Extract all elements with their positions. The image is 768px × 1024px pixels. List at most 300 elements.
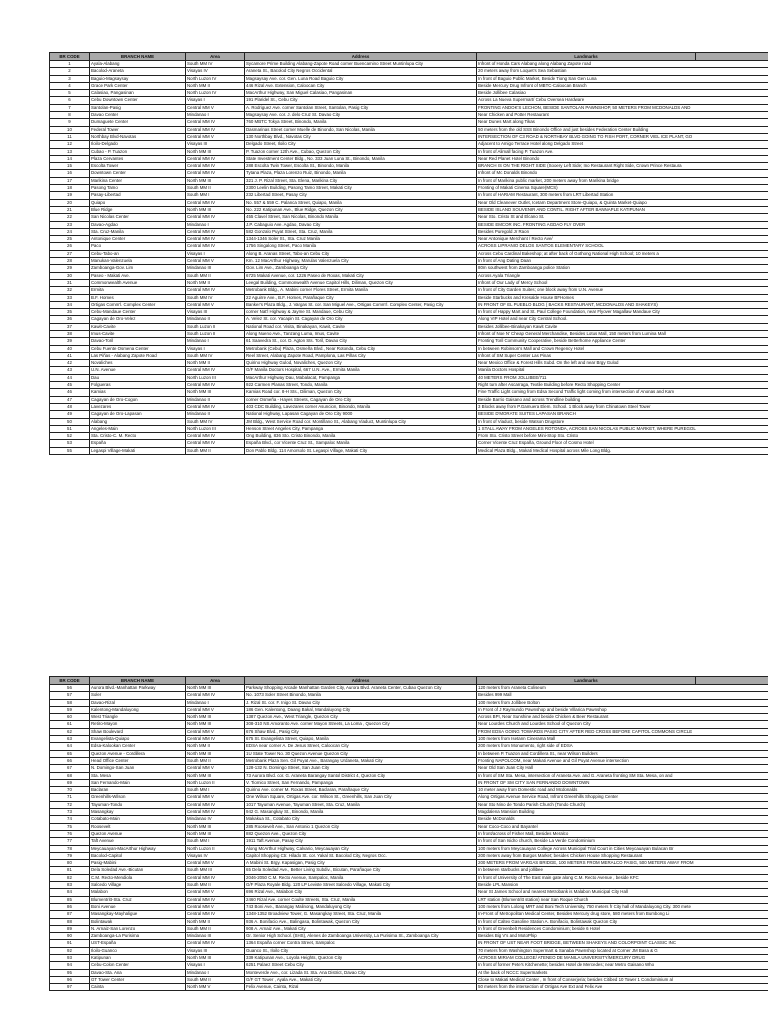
table-row [50,440,768,447]
header-landmarks: Landmarks [477,677,696,685]
cell-branch-name: Dumaguete Center [90,119,186,126]
cell-address: 308-310 NS Amoranto Ave. corner Mayon Streets, La Loma , Quezon City [245,721,477,728]
cell-branch-name: Las Piñas - Alabang Zapote Road [90,352,186,359]
cell-branch-name: Kawit-Cavite [90,323,186,330]
header-br-code: BR CODE [50,677,90,685]
cell-br-code: 58 [50,699,90,706]
cell-branch-name: Cotabato-Main [90,816,186,823]
cell-branch-name: B.F. Homes [90,294,186,301]
table-row [50,396,768,403]
cell-branch-name: San Nicolas Center [90,214,186,221]
cell-address: No. 1073 Soler Street Binondo, Manila [245,692,477,699]
cell-br-code: 25 [50,236,90,243]
table-row [50,75,768,82]
table-row [50,706,768,713]
cell-area: South MM I [186,838,245,845]
cell-address: Magsaysay Ave. cor. J. delo Cruz St. Davao City [245,112,477,119]
cell-landmarks: 200 meters away from Burgos Market; besides Chicken House Shopping Restaurant [477,852,768,859]
cell-area: South MM II [186,272,245,279]
cell-area: North MM III [186,772,245,779]
cell-branch-name: Davao-Toril [90,338,186,345]
table-row [50,933,768,940]
cell-branch-name: N. Arnaiz-San Lorenzo [90,925,186,932]
cell-address: 128-132 N. Domingo Street, San Juan City [245,765,477,772]
table-row [50,301,768,308]
cell-landmarks: Infront of Mc Donalds Binondo [477,170,768,177]
cell-br-code: 73 [50,809,90,816]
cell-branch-name: España [90,440,186,447]
cell-br-code: 61 [50,721,90,728]
cell-landmarks: In front of SM Sta. Mesa, intersection of Araneta Ave. and G. Araneta fronting SM Sta. Mesa, on and [477,772,768,779]
cell-area: Visayas III [186,141,245,148]
cell-branch-name: Greenhills-Wilson [90,794,186,801]
table-row [50,214,768,221]
table-row [50,801,768,808]
cell-address: No. 222 Katipunan Ave., Blue Ridge, Quezon City [245,206,477,213]
cell-landmarks: From Sto. Cristo Street before Mini-Stop Sto. Cristo [477,433,768,440]
cell-landmarks: Near Chicken and Potter Restaurant [477,112,768,119]
cell-br-code: 83 [50,882,90,889]
cell-branch-name: Quezon Avenue [90,830,186,837]
table-row [50,984,768,991]
cell-area: South MM III [186,867,245,874]
cell-area: North MM II [186,743,245,750]
header-area: Area [186,677,245,685]
cell-address: Along Nueno Ave., Tanzang Luma, Imus, Cavite [245,330,477,337]
cell-address: Capitol Shopping Ctr. Hilado St. cor. Yakal St. Bacolod City, Negros Occ. [245,852,477,859]
table-row [50,852,768,859]
table-header-row [50,53,768,61]
cell-landmarks: ACROSS LIPRANIO DELOS SANTOS ELEMENTARY SCHOOL [477,243,768,250]
cell-br-code: 82 [50,874,90,881]
cell-address: JM Bldg., West Service Road cor. Montillano St., Alabang Viaduct, Muntinlupa City [245,418,477,425]
cell-area: Mindanao III [186,933,245,940]
cell-branch-name: Davao Center [90,112,186,119]
cell-address: 339 Katipunan Ave., Loyola Heights, Quezon City [245,954,477,961]
table-row [50,874,768,881]
cell-landmarks: In between P. Tuazon and Cordillera St., near Wilson Builders [477,750,768,757]
cell-landmarks: IN FRONT OF EL PUEBLO BLDG ( BACKS RESTAURANT, MCDONALDS AND SHAKEYS) [477,301,768,308]
cell-br-code: 65 [50,750,90,757]
cell-address: Along B. Aranas Street, Tabo-an Cebu City [245,250,477,257]
cell-landmarks: FRONTING ANDOK'S LECHON, BESIDE SANTOLAN PAWNSHOP, 50 METERS FROM MCDONALDS AND [477,104,768,111]
table-row [50,141,768,148]
cell-area: Central MM IV [186,801,245,808]
cell-area: Central MM IV [186,367,245,374]
cell-area: Central MM IV [186,170,245,177]
cell-area: North MM II [186,918,245,925]
cell-area: North MM III [186,954,245,961]
cell-branch-name: Ortigas Comm'l. Complex Center [90,301,186,308]
cell-address: 65 Dela Soledad Ave., Better Living Subdiv., Bicutan, Parañaque City [245,867,477,874]
cell-br-code: 51 [50,425,90,432]
table-row [50,155,768,162]
table-row [50,830,768,837]
cell-area: North MM III [186,830,245,837]
cell-br-code: 90 [50,933,90,940]
cell-br-code: 46 [50,389,90,396]
cell-address: 1348-1352 Broadview Tower, G. Masangkay Street, Sta. Cruz, Manila [245,911,477,918]
cell-landmarks: Besides Jollibee-Binakayan Kawit Cavite [477,323,768,330]
cell-address: P. Tuazon corner 12th Ave., Cubao, Quezon City [245,148,477,155]
cell-area: Mindanao II [186,316,245,323]
table-row [50,736,768,743]
cell-branch-name: Head Office Center [90,757,186,764]
cell-br-code: 31 [50,279,90,286]
cell-branch-name: Legaspi Village-Makati [90,447,186,454]
cell-branch-name: Soler [90,692,186,699]
cell-landmarks: Manila Doctors Hospital [477,367,768,374]
cell-address: 232 Libertad Street, Pasay City [245,192,477,199]
cell-area: North Luzon IV [186,75,245,82]
cell-area: Central MM IV [186,155,245,162]
cell-br-code: 57 [50,692,90,699]
cell-landmarks: In front of Happy Mart and St. Paul College Foundation, near Flyover Magallaw Mandaue City [477,309,768,316]
cell-landmarks: Fronting NAPOLCOM, near Makati Avenue and Gil Puyat Avenue intersection [477,757,768,764]
cell-address: Magsaysay Ave. cor. Gen. Luna Road Baguio City [245,75,477,82]
cell-landmarks: BRANCH IS ON THE RIGHT SIDE (Sooery Left Side; Ino Restaurant Right Side, Crown Prince Restaura [477,163,768,170]
cell-br-code: 93 [50,954,90,961]
cell-area: South MM I [186,787,245,794]
cell-area: Central MM IV [186,874,245,881]
table-row [50,728,768,735]
cell-landmarks: In front of former Pete's Kitchenette; besides Hotel de Mercedes; near Metro Gaisano Who [477,962,768,969]
table-row [50,126,768,133]
table-row [50,170,768,177]
cell-area: Central MM IV [186,433,245,440]
cell-br-code: 35 [50,309,90,316]
table-row [50,133,768,140]
table-row [50,352,768,359]
cell-area: South MM IV [186,418,245,425]
cell-address: 61 Saavedra St., cor. D. Agton Sts. Toril, Davao City [245,338,477,345]
cell-landmarks: FROM EDSA GOING TOWARDS PASIG CITY AFTER RED CROSS BEFORE CAPITOL COMMONS CIRCLE [477,728,768,735]
cell-landmarks: IN FRONT OF SM CITY SAN FERNANDO DOWNTOWN [477,779,768,786]
cell-br-code: 72 [50,801,90,808]
cell-branch-name: Bacolod-Araneta [90,68,186,75]
cell-area: South MM II [186,447,245,454]
cell-landmarks: Along Ortigas Avenue Service Road, Infront Greenhills Shopping Center [477,794,768,801]
cell-landmarks: In front of City Garden Suites; one block away from U.N. Avenue [477,287,768,294]
cell-br-code: 27 [50,250,90,257]
table-row [50,272,768,279]
table-row [50,433,768,440]
cell-branch-name: Zamboanga-Gov. Lim [90,265,186,272]
cell-landmarks: Near Lourdes Church and Lourdes School of Quezon City [477,721,768,728]
table-row [50,787,768,794]
cell-address: 1364 España corner Contra Street, Sampaloc [245,940,477,947]
cell-address: 1344-1346 Soler St., Sta. Cruz Manila [245,236,477,243]
cell-branch-name: Cagayan de Oro-Velez [90,316,186,323]
cell-branch-name: Blue Ridge [90,206,186,213]
cell-branch-name: Zamboanga-La Purisima [90,933,186,940]
cell-landmarks: BESIDE ISLAND SOUVENIR AND CONTIL. RIGHT AFTER BANNAPLE KATIPUNAN [477,206,768,213]
cell-landmarks: In between starbucks and jollibee [477,867,768,874]
cell-area: Mindanao II [186,411,245,418]
cell-address: No. 557 & 559 C. Palanca Street, Quiapo, Manila [245,199,477,206]
cell-landmarks: 100 meters from Isetann Cinerama Mall [477,736,768,743]
cell-branch-name: Bacolod-Capitol [90,852,186,859]
table-row [50,692,768,699]
cell-br-code: 9 [50,119,90,126]
cell-address: 882 Quezon Ave., Quezon City [245,830,477,837]
cell-landmarks: 40 METERS FROM JOLLIBEE/711 [477,374,768,381]
cell-landmarks: Near Coco-Coco and Bayantel [477,823,768,830]
cell-landmarks: Infront of Honda Cars Alabang along Alabang Zapote road [477,61,768,68]
cell-area: Visayas I [186,345,245,352]
table-row [50,816,768,823]
cell-landmarks: Near Old San Juan City Hall [477,765,768,772]
cell-br-code: 40 [50,345,90,352]
cell-address: Gov. Lim Ave., Zamboanga City [245,265,477,272]
cell-landmarks: Corner Vicente Cruz España, Ground Floor of Cosmo Hotel [477,440,768,447]
cell-landmarks: In front of Ang Dating Daan [477,258,768,265]
cell-address: 1387 Quezon Ave., West Triangle, Quezon City [245,714,477,721]
cell-branch-name: Sta. Cristo-C. M. Recto [90,433,186,440]
cell-address: Araneta St., Bacolod City Negros Occidental [245,68,477,75]
table-body-1 [50,61,768,455]
table-row [50,97,768,104]
cell-br-code: 36 [50,316,90,323]
cell-branch-name: Davao-Sta. Ana [90,969,186,976]
cell-area: North MM III [186,721,245,728]
table-row [50,148,768,155]
cell-address: A. Rodriguez Ave. corner Santolan Street, Santolan, Pasig City [245,104,477,111]
header-br-code: BR CODE [50,53,90,61]
table-row [50,360,768,367]
cell-landmarks: Infront of Noe N' Cheap General Merchandise, Besides Lotus Mall, 150 meters from Lumina Mall [477,330,768,337]
cell-landmarks: Near Dunes Mart along Tikas [477,119,768,126]
table-row [50,265,768,272]
table-row [50,823,768,830]
cell-branch-name: Davao-Agdao [90,221,186,228]
cell-landmarks: Besides 999 Mall [477,692,768,699]
cell-area: Visayas I [186,962,245,969]
cell-landmarks: Across Ayala Triangle [477,272,768,279]
table-row [50,279,768,286]
cell-address: 6251 Palaez Street Cebu City [245,962,477,969]
cell-br-code: 89 [50,925,90,932]
cell-landmarks: BESIDE EMCOR INC. FRONTING AGDAO FLY OVER [477,221,768,228]
header-branch-name: BRANCH NAME [90,53,186,61]
cell-landmarks: INTERSECTION OF C3 ROAD & NORTHBAY BLVD GOING TO FISH PORT, CORNER VIEL ICE PLANT, GO [477,133,768,140]
table-row [50,867,768,874]
cell-address: Felix Avenue, Cainta, Rizal [245,984,477,991]
cell-branch-name: Taft Avenue [90,838,186,845]
cell-landmarks: LRT station (Blumentritt station) near San Roque Church [477,896,768,903]
cell-br-code: 12 [50,141,90,148]
cell-branch-name: GT Tower Center [90,976,186,983]
cell-branch-name: Paseo - Makati Ave. [90,272,186,279]
cell-br-code: 71 [50,794,90,801]
cell-branch-name: Folgueras [90,382,186,389]
cell-address: 1U State Tower No. 30 Quezon Avenue Quezon City [245,750,477,757]
cell-area: Central MM IV [186,199,245,206]
table-row [50,882,768,889]
cell-br-code: 11 [50,133,90,140]
cell-br-code: 4 [50,82,90,89]
cell-br-code: 39 [50,338,90,345]
cell-address: G/F Plaza Royale Bldg. 120 LP Leviste Street Salcedo Village, Makati City [245,882,477,889]
cell-branch-name: Iloilo-Guanco [90,947,186,954]
cell-address: Along McArthur Highway, Calvario, Meycauayan City [245,845,477,852]
cell-branch-name: Katipunan [90,954,186,961]
cell-branch-name: Federal Tower [90,126,186,133]
cell-branch-name: Cebu Downtown Center [90,97,186,104]
cell-area: North Luzon III [186,425,245,432]
cell-landmarks: Close to Makati Medical Center , In front of Conserjeria; besides Citibed 10 Tower 1 Condominium al [477,976,768,983]
cell-landmarks: Across BPI, Near Sunshine and beside Chicken & Beer Restaurant [477,714,768,721]
cell-address: Quirino Ave. corner M. Roxas Street, Baclaran, Parañaque City [245,787,477,794]
table-row [50,721,768,728]
cell-landmarks: Magdalena Mansion Building [477,809,768,816]
cell-address: Tytana Plaza, Plaza Lorenzo Ruiz, Binondo, Manila [245,170,477,177]
cell-branch-name: Sta. Mesa [90,772,186,779]
cell-branch-name: Novaliches [90,360,186,367]
table-row [50,287,768,294]
cell-branch-name: C.M. Recto-Mendiola [90,874,186,881]
table-row [50,954,768,961]
cell-address: 2046-2050 C.M. Recto Avenue, Sampaloc, Manila [245,874,477,881]
cell-address: EDSA near corner A. De Jesus Street, Caloocan City [245,743,477,750]
cell-area: Central MM IV [186,236,245,243]
cell-address: corner Nat'l Highway & Jayme St. Mandaue, Cebu City [245,309,477,316]
cell-area: Central MM IV [186,382,245,389]
cell-address: Delgado Street, Iloilo City [245,141,477,148]
cell-area: North MM III [186,714,245,721]
cell-landmarks: 70 meters from Washington Supermart & Sanaba Pawnshop located at Corner JM Basa & G [477,947,768,954]
cell-address: Sycamore Prime Building Alabang-Zapote Road corner Buencamino Street Muntinlupa City [245,61,477,68]
table-row [50,962,768,969]
cell-branch-name: Pasig-Mabini [90,860,186,867]
cell-br-code: 59 [50,706,90,713]
cell-br-code: 3 [50,75,90,82]
cell-area: South Luzon II [186,323,245,330]
cell-br-code: 64 [50,743,90,750]
cell-branch-name: Tayuman-Tondo [90,801,186,808]
cell-br-code: 95 [50,969,90,976]
cell-address: 675 St. Evangelista Street, Quiapo, Manila [245,736,477,743]
cell-area: South MM II [186,925,245,932]
table-row [50,163,768,170]
cell-br-code: 13 [50,148,90,155]
cell-area: North MM III [186,685,245,692]
cell-br-code: 76 [50,830,90,837]
cell-branch-name: Pasong Tamo [90,185,186,192]
cell-br-code: 19 [50,192,90,199]
cell-address: 446 Rizal Ave. Extension, Caloocan City [245,82,477,89]
cell-area: South MM IV [186,352,245,359]
cell-landmarks: IN FRONT OF UST NEAR FOOT BRIDGE, BETWEEN SHAKEYS AND COLORPOINT CLASSIC INC [477,940,768,947]
cell-address: 1017 Tayuman Avenue, Tayuman Street, Sta. Cruz, Manila [245,801,477,808]
cell-address: Henson Street Angeles City, Pampanga [245,425,477,432]
cell-address: Gr. Senior High School. (SHS), Alenes de Zamboanga University, La Purisima St., Zamboanga City [245,933,477,940]
cell-landmarks: 100 meters from Lolong MRT and Boni Tech University, 750 meters fr City hall of Mandaluyong City. 300 mete [477,903,768,910]
cell-landmarks: Across La Nueva Supermart/ Cebu Oversea Hardware [477,97,768,104]
cell-br-code: 22 [50,214,90,221]
cell-address: MacArthur Highway Dau, Mabalacat, Pampanga [245,374,477,381]
cell-branch-name: Bolintawak [90,918,186,925]
table-row [50,382,768,389]
cell-br-code: 24 [50,228,90,235]
cell-address: Monteverde Ave., cor. Lizada St. Sta. Ana District, Davao City [245,969,477,976]
cell-br-code: 49 [50,411,90,418]
cell-landmarks: 200 METERS FROM VARGAS BRIDGE, 100 METERS FROM MERALCO PASIG, 500 METERS AWAY FROM [477,860,768,867]
cell-area: Central MM V [186,728,245,735]
cell-address: 186 Gen. Kalentong, Daang Bakal, Mandaluyong City [245,706,477,713]
cell-br-code: 5 [50,90,90,97]
cell-address: Makakua St., Cotabato City [245,816,477,823]
cell-address: Don Pablo Bldg. 114 Amorsolo St. Legaspi Village, Makati City [245,447,477,454]
table-row [50,243,768,250]
cell-br-code: 48 [50,403,90,410]
cell-landmarks: Fronting of Makati Cinema Square(MCS) [477,185,768,192]
table-row [50,845,768,852]
cell-landmarks: Near Mexico Office & Forest Hills Subd. On the left and near Brgy Gulod [477,360,768,367]
cell-area: Mindanao IV [186,816,245,823]
cell-area: North MM II [186,360,245,367]
cell-address: A Mabini St. Brgy. Kapasigan, Pasig City [245,860,477,867]
cell-branch-name: Plaza Cervantes [90,155,186,162]
cell-address: 2460 Rizal Ave. corner Coulte Streets, Sta. Cruz, Manila [245,896,477,903]
table-row [50,112,768,119]
table-row [50,82,768,89]
cell-landmarks: In front of Alimall facing P. Tuazon Ave. [477,148,768,155]
cell-area: Central MM IV [186,214,245,221]
cell-area: Central MM IV [186,126,245,133]
cell-branch-name: Cagayan de Oro-Cogon [90,396,186,403]
cell-area: Central MM IV [186,911,245,918]
table-row [50,794,768,801]
cell-landmarks: Infront of SM Super Center Las Pinas [477,352,768,359]
cell-branch-name: Salcedo Village [90,882,186,889]
cell-address: 936 A. Bonifacio Ave., Balingasa, Bolintawak, Quezon City [245,918,477,925]
cell-branch-name: Masangkay [90,809,186,816]
cell-br-code: 15 [50,163,90,170]
cell-area: North MM II [186,82,245,89]
cell-br-code: 78 [50,845,90,852]
cell-area: Central MM IV [186,940,245,947]
cell-landmarks: In front of Marikina public market, 200 meters away from Marikina bridge [477,177,768,184]
cell-address: 6725 Makati Avenue, cor. 1226 Paseo de Roxas, Makati City [245,272,477,279]
cell-area: Visayas I [186,250,245,257]
cell-br-code: 23 [50,221,90,228]
cell-area: Central MM IV [186,736,245,743]
cell-address: corner Osmeña - Hayes Streets, Cagayan de Oro City [245,396,477,403]
cell-branch-name: Northbay Blvd-Navotas [90,133,186,140]
table-row [50,338,768,345]
header-area: Area [186,53,245,61]
cell-area: Mindanao I [186,969,245,976]
table-row [50,258,768,265]
table-row [50,185,768,192]
cell-area: North MM III [186,206,245,213]
cell-area: Mindanao I [186,112,245,119]
cell-br-code: 37 [50,323,90,330]
cell-branch-name: Commonwealth Avenue [90,279,186,286]
cell-area: Central MM IV [186,403,245,410]
cell-br-code: 96 [50,976,90,983]
cell-br-code: 28 [50,258,90,265]
cell-branch-name: Cebu Fuente Osmena Center [90,345,186,352]
cell-area: Visayas IV [186,852,245,859]
cell-area: South MM II [186,882,245,889]
branch-table-1 [49,52,768,455]
cell-branch-name: Ermita [90,287,186,294]
cell-landmarks: Across Cebu Cardinal Bakeshop; at after back of Gothong National High School; 10 meters a [477,250,768,257]
cell-br-code: 85 [50,896,90,903]
cell-landmarks: Near Sto Nino de Tondo Parish Church (Tondo Church) [477,801,768,808]
